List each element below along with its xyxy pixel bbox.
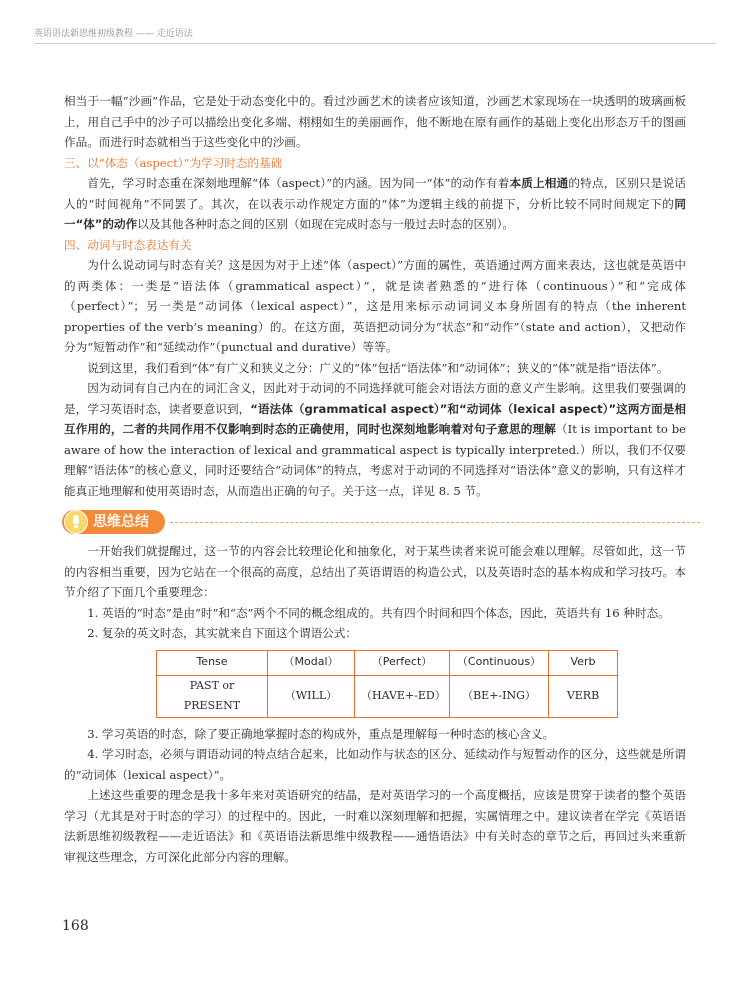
summary-header: [64, 507, 686, 537]
header-rule: [34, 43, 716, 44]
table-cell: VERB: [549, 675, 618, 717]
text-run: 以及其他各种时态之间的区别（如现在完成时态与一般过去时态的区别）。: [137, 217, 515, 231]
table-cell: （Continuous）: [450, 650, 549, 675]
lightbulb-icon: [64, 510, 88, 534]
text-run: 首先，学习时态重在深刻地理解“体（aspect）”的内涵。因为同一“体”的动作有着: [87, 176, 510, 190]
table-row: [157, 675, 618, 717]
table-row: [157, 650, 618, 675]
predicate-formula-table: [156, 650, 618, 718]
table-cell: （Modal）: [268, 650, 355, 675]
paragraph-aspect: [64, 173, 686, 235]
text-run: （It is important to be aware of how the interaction of lexical and grammatical aspect is typically interpreted.）所以，我们不仅要理解“语法体”的核心意义，同时还要结合“动词体”的特点，考虑对于动词的不同选择对“语法体”意义的影响，只有这样才能真正地理解和使用英语时态，从而造出正确的句子。关于这一点，详见 8. 5 节。: [64, 422, 686, 498]
table-cell: （Perfect）: [355, 650, 450, 675]
dashed-divider: [170, 522, 700, 523]
table-cell: PAST or PRESENT: [157, 675, 268, 717]
running-header: 英语语法新思维初级教程 —— 走近语法: [34, 29, 193, 39]
section-heading-aspect: 三、以“体态（aspect）”为学习时态的基础: [64, 155, 283, 170]
summary-title: 思维总结: [93, 514, 149, 530]
table-cell: （BE+-ING）: [450, 675, 549, 717]
paragraph-interaction: [64, 378, 686, 501]
text-run: 的特点，区别只是说话人的“时间视角”不同罢了。其次，在以表示动作规定方面的“体”为逻辑主线的前提下，分析比较不同时间规定下的: [64, 176, 686, 211]
paragraph-sand-painting: 相当于一幅“沙画”作品，它是处于动态变化中的。看过沙画艺术的读者应该知道，沙画艺术家现场在一块透明的玻璃画板上，用自己手中的沙子可以描绘出变化多端、栩栩如生的美丽画作，他不断地在原有画作的基础上变化出形态万千的图画作品。而进行时态就相当于这些变化中的沙画。: [64, 94, 686, 149]
table-cell: （WILL）: [268, 675, 355, 717]
summary-intro: 一开始我们就提醒过，这一节的内容会比较理论化和抽象化，对于某些读者来说可能会难以理解。尽管如此，这一节的内容相当重要，因为它站在一个很高的高度，总结出了英语谓语的构造公式，以及英语时态的基本构成和学习技巧。本节介绍了下面几个重要理念：: [64, 544, 686, 599]
table-cell: Verb: [549, 650, 618, 675]
table-cell: （HAVE+-ED）: [355, 675, 450, 717]
page-number: 168: [62, 918, 89, 934]
summary-item-2: 2. 复杂的英文时态，其实就来自下面这个谓语公式：: [87, 626, 357, 640]
text-run: 因为动词有自己内在的词汇含义，因此对于动词的不同选择就可能会对语法方面的意义产生影响。这里我们要强调的是，学习英语时态，读者要意识到，: [64, 381, 686, 416]
bold-run: 同一“体”的动作: [64, 196, 686, 231]
page-content: [64, 91, 686, 867]
summary-closing: 上述这些重要的理念是我十多年来对英语研究的结晶，是对英语学习的一个高度概括，应该是贯穿于读者的整个英语学习（尤其是对于时态的学习）的过程中的。因此，一时难以深刻理解和把握，实属情理之中。建议读者在学完《英语语法新思维初级教程——走近语法》和《英语语法新思维中级教程——通悟语法》中有关时态的章节之后，再回过头来重新审视这些理念，方可深化此部分内容的理解。: [64, 788, 686, 864]
summary-item-4: 4. 学习时态，必须与谓语动词的特点结合起来，比如动作与状态的区分、延续动作与短暂动作的区分，这些就是所谓的“动词体（lexical aspect）”。: [64, 747, 686, 782]
paragraph-two-aspects: 为什么说动词与时态有关？这是因为对于上述“体（aspect）”方面的属性，英语通过两方面来表达，这也就是英语中的两类体：一类是“语法体（grammatical aspect）”，就是读者熟悉的“进行体（continuous）”和“完成体（perfect）”；另一类是“动词体（lexical aspect）”，这是用来标示动词词义本身所固有的特点（the inherent properties of the verb’s meaning）的。在这方面，英语把动词分为“状态”和“动作”（state and action），又把动作分为“短暂动作”和“延续动作”（punctual and durative）等等。: [64, 258, 686, 354]
summary-item-1: 1. 英语的“时态”是由“时”和“态”两个不同的概念组成的。共有四个时间和四个体态，因此，英语共有 16 种时态。: [87, 605, 670, 620]
paragraph-broad-narrow: 说到这里，我们看到“体”有广义和狭义之分：广义的“体”包括“语法体”和“动词体”；狭义的“体”就是指“语法体”。: [87, 360, 669, 375]
table-cell: Tense: [157, 650, 268, 675]
summary-item-3: 3. 学习英语的时态，除了要正确地掌握时态的构成外，重点是理解每一种时态的核心含义。: [87, 726, 555, 741]
section-heading-verbs: 四、动词与时态表达有关: [64, 237, 192, 252]
bold-run: 本质上相通: [509, 176, 569, 190]
bold-run: “语法体（grammatical aspect）”和“动词体（lexical aspect）”这两方面是相互作用的，二者的共同作用不仅影响到时态的正确使用，同时也深刻地影响着对句子意思的理解: [64, 401, 686, 436]
